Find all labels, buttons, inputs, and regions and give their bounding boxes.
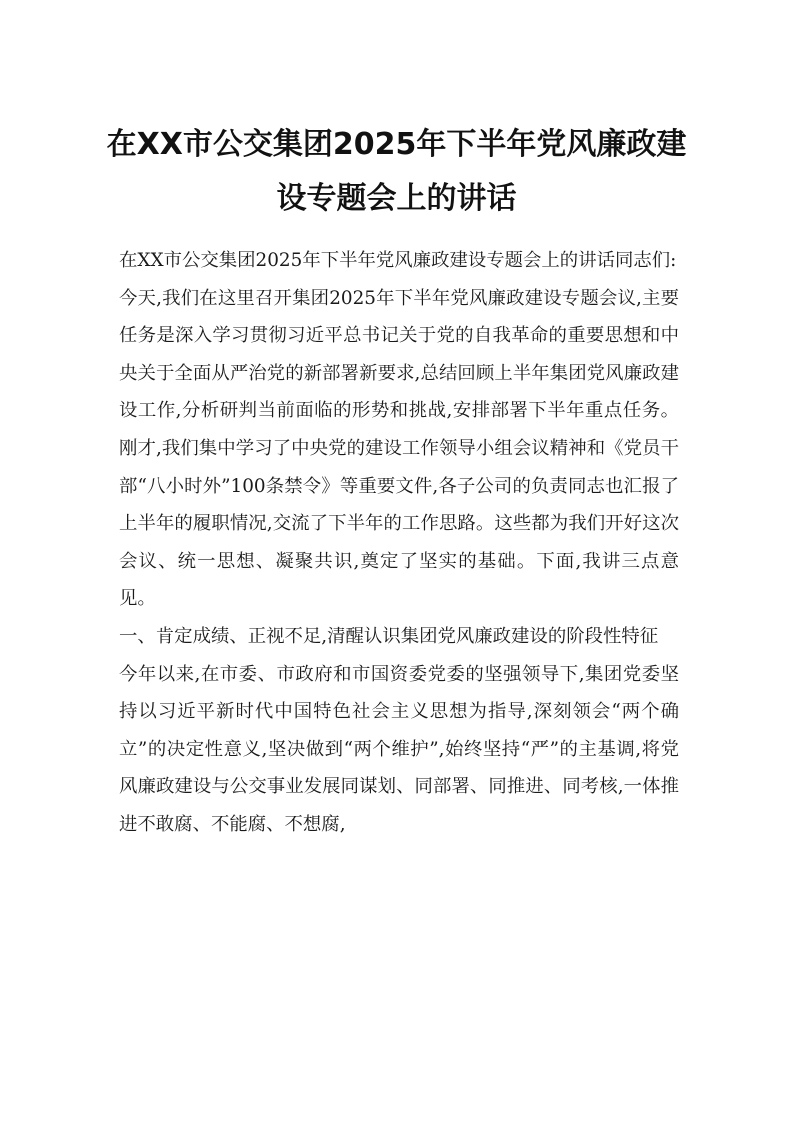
document-body	[119, 242, 679, 844]
document-title: 在XX市公交集团2025年下半年党风廉政建设专题会上的讲话	[106, 127, 687, 216]
paragraph-introduction: 今天,我们在这里召开集团2025年下半年党风廉政建设专题会议,主要任务是深入学习贯彻习近平总书记关于党的自我革命的重要思想和中央关于全面从严治党的新部署新要求,总结回顾上半年集团党风廉政建设工作,分析研判当前面临的形势和挑战,安排部署下半年重点任务。刚才,我们集中学习了中央党的建设工作领导小组会议精神和《党员干部“八小时外”100条禁令》等重要文件,各子公司的负责同志也汇报了上半年的履职情况,交流了下半年的工作思路。这些都为我们开好这次会议、统一思想、凝聚共识,奠定了坚实的基础。下面,我讲三点意见。	[119, 287, 679, 610]
paragraph-opening: 在XX市公交集团2025年下半年党风廉政建设专题会上的讲话同志们:	[119, 250, 677, 271]
paragraph-section-one: 今年以来,在市委、市政府和市国资委党委的坚强领导下,集团党委坚持以习近平新时代中国特色社会主义思想为指导,深刻领会“两个确立”的决定性意义,坚决做到“两个维护”,始终坚持“严”的主基调,将党风廉政建设与公交事业发展同谋划、同部署、同推进、同考核,一体推进不敢腐、不能腐、不想腐,	[119, 663, 679, 835]
section-heading-one: 一、肯定成绩、正视不足,清醒认识集团党风廉政建设的阶段性特征	[119, 625, 659, 647]
